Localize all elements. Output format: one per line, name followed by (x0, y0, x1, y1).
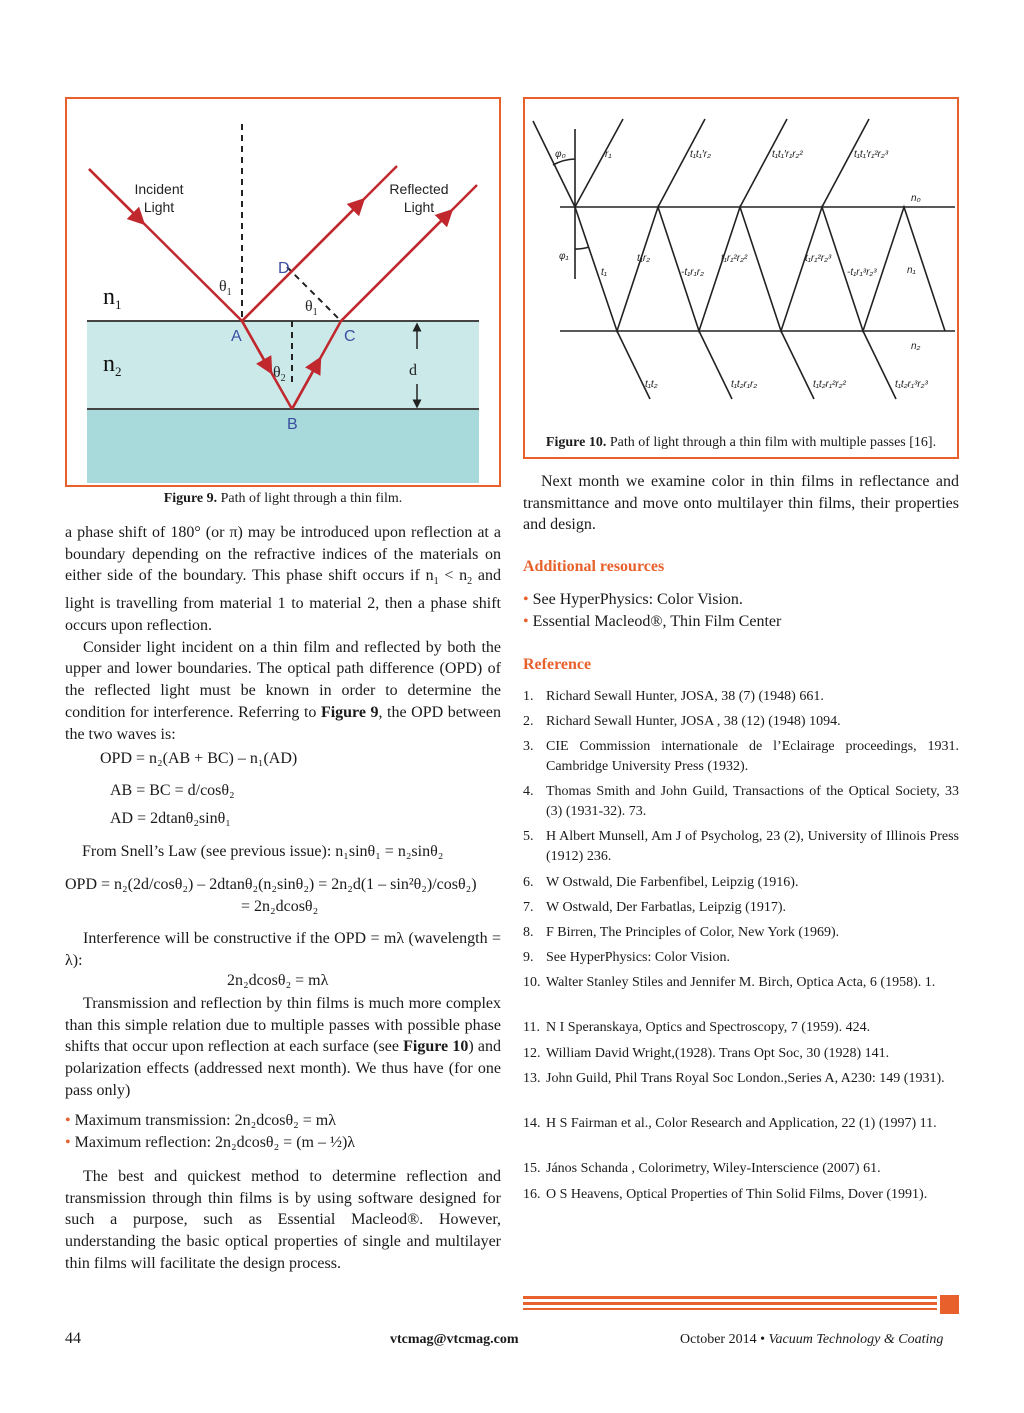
reflected-light-label: Reflected (389, 181, 449, 197)
top-label-1: r₁ (605, 149, 612, 160)
accent-square (940, 1295, 959, 1314)
top-label-4: t₁t₁′r₁²r₂³ (854, 149, 889, 160)
paragraph-consider: Consider light incident on a thin film and reflected by both the upper and lower boundaries. The optical path difference (OPD) of the reflected light must be known in order to determine the condition for interference. Referring to Figure 9, the OPD between the two waves is: (65, 638, 502, 743)
mid-label-6: -t₁r₁³r₂³ (847, 267, 877, 278)
reflected-arrow-1 (242, 204, 359, 321)
mid-label-5: t₁r₁²r₂³ (805, 253, 832, 264)
figure-9-caption: Figure 9. Path of light through a thin film. (163, 491, 403, 506)
bottom-label-3: t₁t₂r₁²r₂² (813, 379, 846, 390)
additional-resources-heading: Additional resources (523, 558, 665, 575)
top-label-2: t₁t₁′r₂ (690, 149, 711, 160)
point-a-label: A (231, 328, 242, 345)
equation-opd-result: = 2n₂dcosθ₂ (241, 898, 319, 915)
mid-label-1: t₁ (601, 267, 607, 278)
figure-9-diagram (67, 99, 499, 485)
reference-item: 9. See HyperPhysics: Color Vision. (523, 950, 731, 965)
mid-label-2: t₁r₂ (637, 253, 651, 264)
footer-issue: October 2014 • Vacuum Technology & Coating (680, 1332, 944, 1347)
bottom-label-4: t₁t₂r₁³r₂³ (895, 379, 928, 390)
reference-item: 8. F Birren, The Principles of Color, New York (1969). (523, 925, 840, 940)
equation-ab-bc: AB = BC = d/cosθ₂ (110, 782, 235, 799)
reference-heading: Reference (523, 656, 592, 673)
equation-opd: OPD = n₂(AB + BC) – n₁(AD) (100, 750, 298, 767)
top-label-3: t₁t₁′r₁r₂² (772, 149, 803, 160)
n2-label: n₂ (911, 341, 921, 352)
incident-light-label: Incident (134, 181, 184, 197)
theta2-label: $\theta_2$ (273, 364, 286, 384)
reference-item: 11. N I Speranskaya, Optics and Spectroscopy, 7 (1959). 424. (523, 1020, 871, 1035)
n1-label: n₁ (907, 265, 916, 276)
mid-label-4: t₁r₁²r₂² (721, 253, 748, 264)
accent-bars (523, 1292, 939, 1312)
reference-item: 3. CIE Commission internationale de l’Eclairage proceedings, 1931. Cambridge University Press (1932). (523, 739, 959, 774)
point-b-label: B (287, 416, 298, 433)
point-c-label: C (344, 328, 356, 345)
figure-10-frame (523, 97, 959, 459)
paragraph-transmission: Transmission and reflection by thin films is much more complex than this simple relation due to multiple passes with possible phase shifts that occur upon reflection at each surface (see Figure 10) and polarization effects (addressed next month). We thus have (for one pass only) (65, 995, 501, 1099)
n0-label: n₀ (911, 193, 921, 204)
film-layer (87, 321, 479, 409)
n2-label: $n_2$ (103, 351, 122, 379)
paragraph-interference: Interference will be constructive if the OPD = mλ (wavelength = λ): (65, 930, 501, 969)
reference-item: 10. Walter Stanley Stiles and Jennifer M. Birch, Optica Acta, 6 (1958). 1. (523, 975, 936, 990)
page-number: 44 (65, 1330, 81, 1347)
reference-item: 1. Richard Sewall Hunter, JOSA, 38 (7) (1948) 661. (523, 689, 824, 704)
phi0-label: φ₀ (555, 149, 566, 160)
incident-arrow (89, 169, 139, 219)
n1-label: $n_1$ (103, 284, 122, 312)
reference-item: 12. William David Wright,(1928). Trans Opt Soc, 30 (1928) 141. (523, 1046, 890, 1061)
mid-label-3: -t₁r₁r₂ (681, 267, 704, 278)
figure-9-frame (65, 97, 501, 487)
equation-ad: AD = 2dtanθ₂sinθ₁ (110, 810, 231, 827)
reflected-light-label-2: Light (403, 199, 435, 215)
equation-snell: From Snell’s Law (see previous issue): n₁sinθ₁ = n₂sinθ₂ (82, 843, 444, 860)
paragraph-software: The best and quickest method to determine reflection and transmission through thin films is by using software designed for such a purpose, such as Essential Macleod®. However, understanding the basic optical properties of single and multilayer thin films will facilitate the design process. (65, 1168, 501, 1272)
figure-10-caption: Figure 10. Path of light through a thin film with multiple passes [16]. (545, 435, 937, 450)
reference-item: 5. H Albert Munsell, Am J of Psycholog, 23 (2), University of Illinois Press (1912) 236. (523, 829, 959, 864)
resource-macleod[interactable]: • Essential Macleod®, Thin Film Center (523, 613, 782, 630)
bullet-max-reflection: • Maximum reflection: 2n₂dcosθ₂ = (m – ½)λ (65, 1134, 356, 1151)
reflected-arrow-2 (341, 215, 447, 321)
paragraph-phase-shift: a phase shift of 180° (or π) may be introduced upon reflection at a boundary depending on the refractive indices of the materials on either side of the boundary. This phase shift occurs if $n_1 < n_2$ and light is travelling from material 1 to material 2, then a phase shift occurs upon reflection. (65, 524, 502, 634)
reference-item: 7. W Ostwald, Der Farbatlas, Leipzig (1917). (523, 900, 787, 915)
reference-item: 13. John Guild, Phil Trans Royal Soc London.,Series A, A230: 149 (1931). (523, 1071, 945, 1086)
equation-constructive: 2n₂dcosθ₂ = mλ (227, 972, 329, 989)
incident-light-label-2: Light (143, 199, 175, 215)
bottom-label-2: t₁t₂r₁r₂ (731, 379, 758, 390)
substrate-layer (87, 409, 479, 483)
theta1-label-c: $\theta_1$ (305, 298, 318, 318)
equation-opd-expanded: OPD = n₂(2d/cosθ₂) – 2dtanθ₂(n₂sinθ₂) = 2n₂d(1 – sin²θ₂)/cosθ₂) (65, 876, 477, 893)
reference-item: 4. Thomas Smith and John Guild, Transactions of the Optical Society, 33 (3) (1931-32). 73. (523, 784, 959, 819)
left-column-top (65, 522, 501, 745)
phi1-label: φ₁ (559, 251, 569, 262)
resource-hyperphysics[interactable]: • See HyperPhysics: Color Vision. (523, 591, 743, 608)
reference-item: 16. O S Heavens, Optical Properties of Thin Solid Films, Dover (1991). (523, 1187, 928, 1202)
reference-item: 2. Richard Sewall Hunter, JOSA , 38 (12) (1948) 1094. (523, 714, 841, 729)
thickness-d-label: d (409, 362, 417, 379)
reference-item: 15. János Schanda , Colorimetry, Wiley-Interscience (2007) 61. (523, 1161, 881, 1176)
bullet-max-transmission: • Maximum transmission: 2n₂dcosθ₂ = mλ (65, 1112, 336, 1129)
theta1-label-a: $\theta_1$ (219, 278, 232, 298)
bottom-label-1: t₁t₂ (645, 379, 658, 390)
reference-item: 14. H S Fairman et al., Color Research and Application, 22 (1) (1997) 11. (523, 1116, 937, 1131)
figure-10-diagram (525, 99, 957, 419)
reference-item: 6. W Ostwald, Die Farbenfibel, Leipzig (1916). (523, 875, 799, 890)
paragraph-next-month: Next month we examine color in thin films in reflectance and transmittance and move onto multilayer thin films, their properties and design. (523, 473, 959, 534)
footer-email[interactable]: vtcmag@vtcmag.com (390, 1332, 519, 1347)
point-d-label: D (278, 260, 290, 277)
